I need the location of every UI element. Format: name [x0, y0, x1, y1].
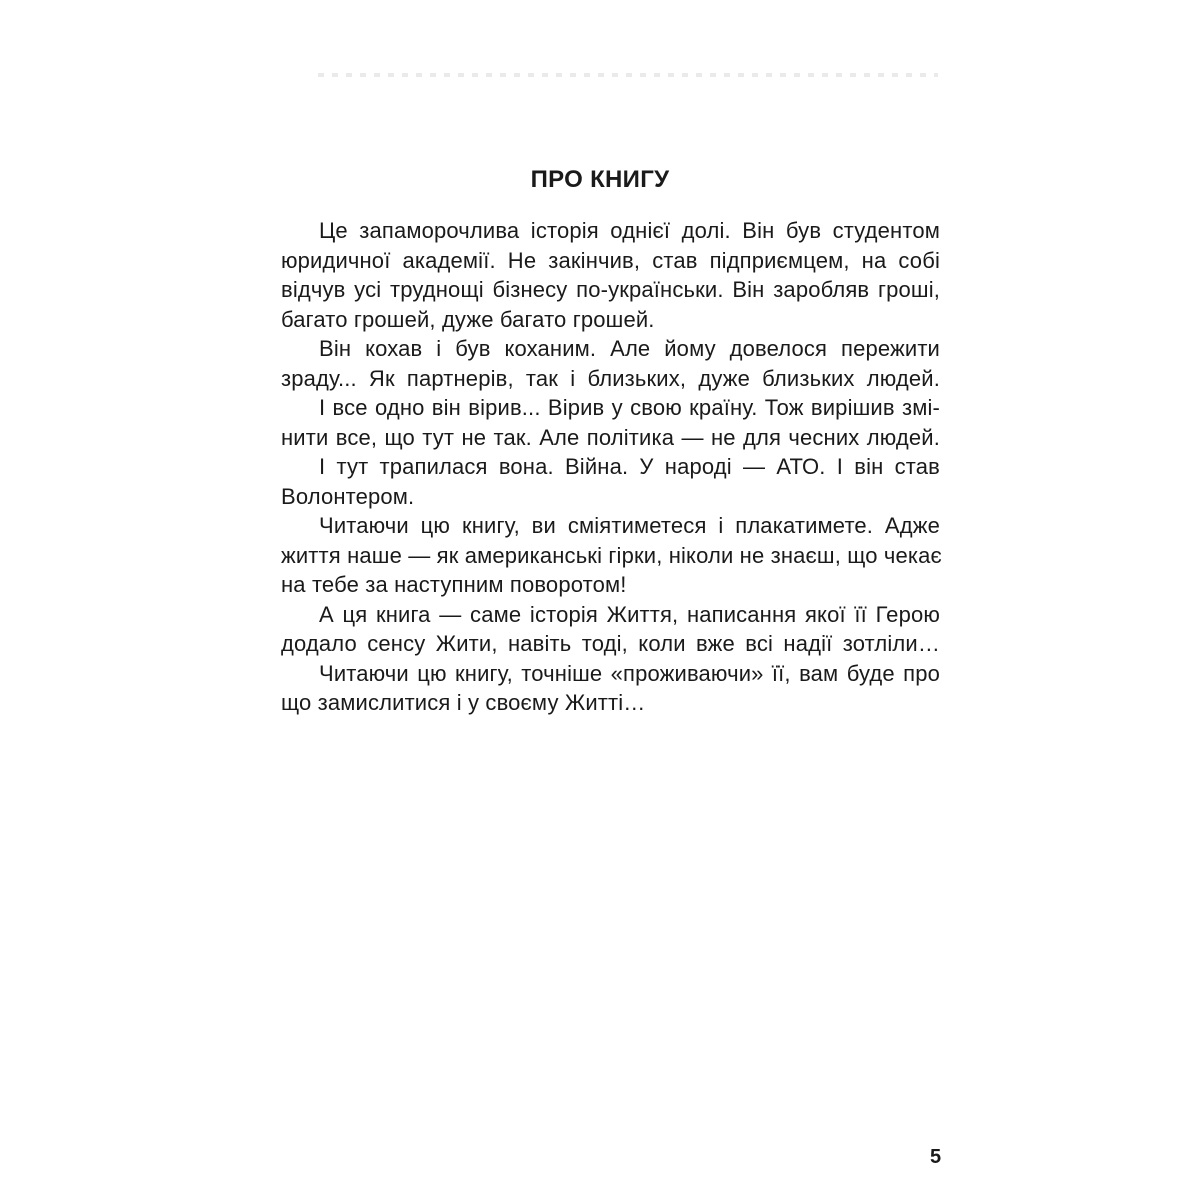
text-line: І тут трапилася вона. Війна. У народі — АТО. І він став — [319, 454, 940, 479]
text-line: зраду... Як партнерів, так і близьких, дуже близьких людей. — [281, 365, 940, 391]
text-line: багато грошей, дуже багато грошей. — [281, 306, 655, 332]
scan-artifact — [318, 73, 938, 77]
paragraph-2 — [281, 334, 940, 393]
paragraph-5 — [281, 511, 940, 600]
paragraph-3 — [281, 393, 940, 452]
page-title: ПРО КНИГУ — [530, 166, 670, 193]
body-text — [281, 216, 940, 718]
text-line: нити все, що тут не так. Але політика — не для чесних людей. — [281, 424, 940, 450]
paragraph-1 — [281, 216, 940, 334]
text-line: юридичної академії. Не закінчив, став підприємцем, на собі — [281, 247, 940, 273]
text-line: Це запаморочлива історія однієї долі. Він був студентом — [319, 218, 940, 243]
text-line: на тебе за наступним поворотом! — [281, 572, 627, 597]
text-line: Читаючи цю книгу, точніше «проживаючи» її, вам буде про — [319, 660, 940, 686]
page-number: 5 — [930, 1146, 942, 1168]
paragraph-7 — [281, 659, 940, 718]
text-line: І все одно він вірив... Вірив у свою країну. Тож вирішив змі- — [319, 395, 940, 420]
text-line: Волонтером. — [281, 483, 415, 509]
text-line: життя наше — як американські гірки, ніколи не знаєш, що чекає — [281, 542, 942, 568]
text-line: Він кохав і був коханим. Але йому довелося пережити — [319, 336, 940, 361]
paragraph-6 — [281, 600, 940, 659]
text-line: А ця книга — саме історія Життя, написання якої її Герою — [319, 601, 940, 627]
text-line: Читаючи цю книгу, ви сміятиметеся і плакатимете. Адже — [319, 513, 940, 538]
paragraph-4 — [281, 452, 940, 511]
text-line: додало сенсу Жити, навіть тоді, коли вже всі надії зотліли… — [281, 631, 940, 656]
text-line: що замислитися і у своєму Житті… — [281, 690, 646, 715]
text-line: відчув усі труднощі бізнесу по-українськи. Він заробляв гроші, — [281, 277, 940, 302]
